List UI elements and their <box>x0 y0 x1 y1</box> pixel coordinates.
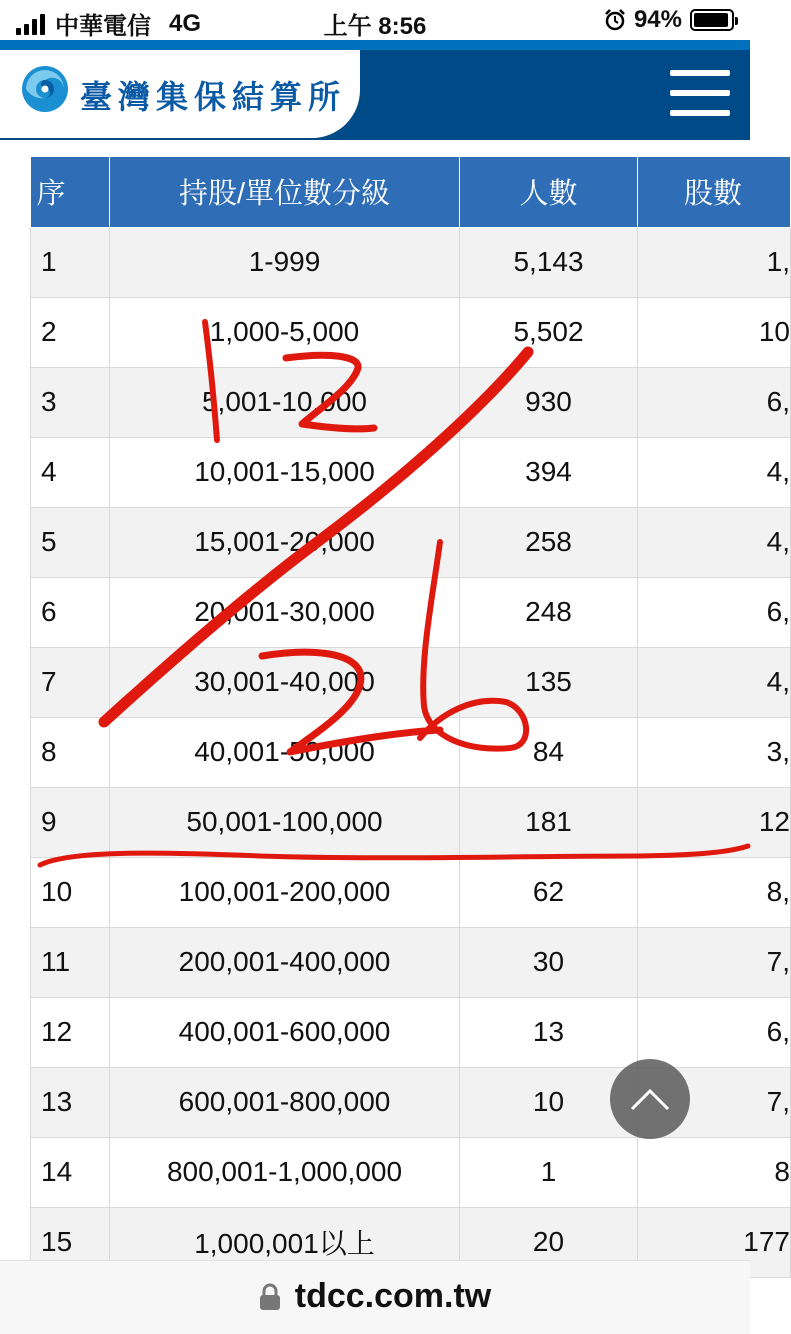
column-header-level: 持股/單位數分級 <box>110 157 460 227</box>
cell-level: 15,001-20,000 <box>110 507 460 577</box>
table-header-row <box>31 157 791 227</box>
cell-people: 135 <box>460 647 638 717</box>
cell-people: 20 <box>460 1207 638 1277</box>
column-header-shares: 股數 <box>638 157 791 227</box>
status-right <box>604 6 734 34</box>
carrier-label: 中華電信 <box>55 13 151 40</box>
hamburger-menu-icon[interactable] <box>670 70 730 116</box>
cell-shares: 10 <box>638 297 791 367</box>
cell-seq: 11 <box>31 927 110 997</box>
cell-seq: 2 <box>31 297 110 367</box>
url-text: tdcc.com.tw <box>294 1277 492 1315</box>
cell-people: 258 <box>460 507 638 577</box>
chevron-up-icon <box>628 1085 672 1113</box>
status-bar <box>0 0 750 40</box>
cell-level: 200,001-400,000 <box>110 927 460 997</box>
cell-seq: 3 <box>31 367 110 437</box>
cell-shares: 7, <box>638 927 791 997</box>
cell-seq: 13 <box>31 1067 110 1137</box>
alarm-icon <box>604 9 626 31</box>
cell-seq: 5 <box>31 507 110 577</box>
cell-seq: 4 <box>31 437 110 507</box>
table-row <box>31 647 791 717</box>
cell-people: 30 <box>460 927 638 997</box>
cell-people: 62 <box>460 857 638 927</box>
cell-people: 10 <box>460 1067 638 1137</box>
network-label: 4G <box>169 9 202 37</box>
battery-percent: 94% <box>633 6 682 33</box>
back-to-top-button[interactable] <box>610 1059 690 1139</box>
cell-shares: 8, <box>638 857 791 927</box>
cell-seq: 7 <box>31 647 110 717</box>
cell-people: 13 <box>460 997 638 1067</box>
lock-icon <box>259 1283 281 1311</box>
cell-seq: 8 <box>31 717 110 787</box>
table-row <box>31 1137 791 1207</box>
cell-seq: 9 <box>31 787 110 857</box>
table-row <box>31 997 791 1067</box>
cell-level: 5,001-10,000 <box>110 367 460 437</box>
cell-people: 394 <box>460 437 638 507</box>
cell-people: 930 <box>460 367 638 437</box>
cell-shares: 7, <box>638 1067 791 1137</box>
battery-icon <box>690 9 734 31</box>
cell-level: 30,001-40,000 <box>110 647 460 717</box>
status-time: 上午 8:56 <box>323 13 427 40</box>
cell-level: 50,001-100,000 <box>110 787 460 857</box>
table-row <box>31 927 791 997</box>
cell-shares: 12 <box>638 787 791 857</box>
cell-shares: 6, <box>638 997 791 1067</box>
cell-shares: 6, <box>638 577 791 647</box>
cell-shares: 1, <box>638 227 791 297</box>
table-row <box>31 717 791 787</box>
cell-people: 84 <box>460 717 638 787</box>
cell-shares: 177 <box>638 1207 791 1277</box>
table-row <box>31 297 791 367</box>
cell-people: 1 <box>460 1137 638 1207</box>
browser-url-bar[interactable] <box>0 1260 750 1334</box>
cell-level: 1,000,001以上 <box>110 1207 460 1277</box>
table-row <box>31 787 791 857</box>
cell-people: 181 <box>460 787 638 857</box>
cell-shares: 4, <box>638 437 791 507</box>
cell-seq: 12 <box>31 997 110 1067</box>
tdcc-swirl-logo-icon <box>20 64 70 114</box>
table-row <box>31 227 791 297</box>
cell-shares: 8 <box>638 1137 791 1207</box>
cell-people: 5,143 <box>460 227 638 297</box>
cell-seq: 14 <box>31 1137 110 1207</box>
table-row <box>31 367 791 437</box>
cell-level: 10,001-15,000 <box>110 437 460 507</box>
logo-panel[interactable] <box>0 50 360 138</box>
cell-level: 20,001-30,000 <box>110 577 460 647</box>
cell-people: 5,502 <box>460 297 638 367</box>
cell-shares: 4, <box>638 647 791 717</box>
table-row <box>31 437 791 507</box>
column-header-seq: 序 <box>31 157 110 227</box>
cell-level: 600,001-800,000 <box>110 1067 460 1137</box>
column-header-people: 人數 <box>460 157 638 227</box>
cell-level: 1,000-5,000 <box>110 297 460 367</box>
cell-level: 100,001-200,000 <box>110 857 460 927</box>
table-row <box>31 577 791 647</box>
cell-level: 40,001-50,000 <box>110 717 460 787</box>
cell-level: 800,001-1,000,000 <box>110 1137 460 1207</box>
header-stripe <box>0 40 750 50</box>
cell-seq: 10 <box>31 857 110 927</box>
cell-people: 248 <box>460 577 638 647</box>
cell-seq: 1 <box>31 227 110 297</box>
cell-level: 1-999 <box>110 227 460 297</box>
site-name: 臺灣集保結算所 <box>80 78 347 116</box>
cell-seq: 6 <box>31 577 110 647</box>
cell-seq: 15 <box>31 1207 110 1277</box>
cell-shares: 4, <box>638 507 791 577</box>
cell-level: 400,001-600,000 <box>110 997 460 1067</box>
cell-shares: 3, <box>638 717 791 787</box>
table-row <box>31 857 791 927</box>
cell-shares: 6, <box>638 367 791 437</box>
table-row <box>31 507 791 577</box>
